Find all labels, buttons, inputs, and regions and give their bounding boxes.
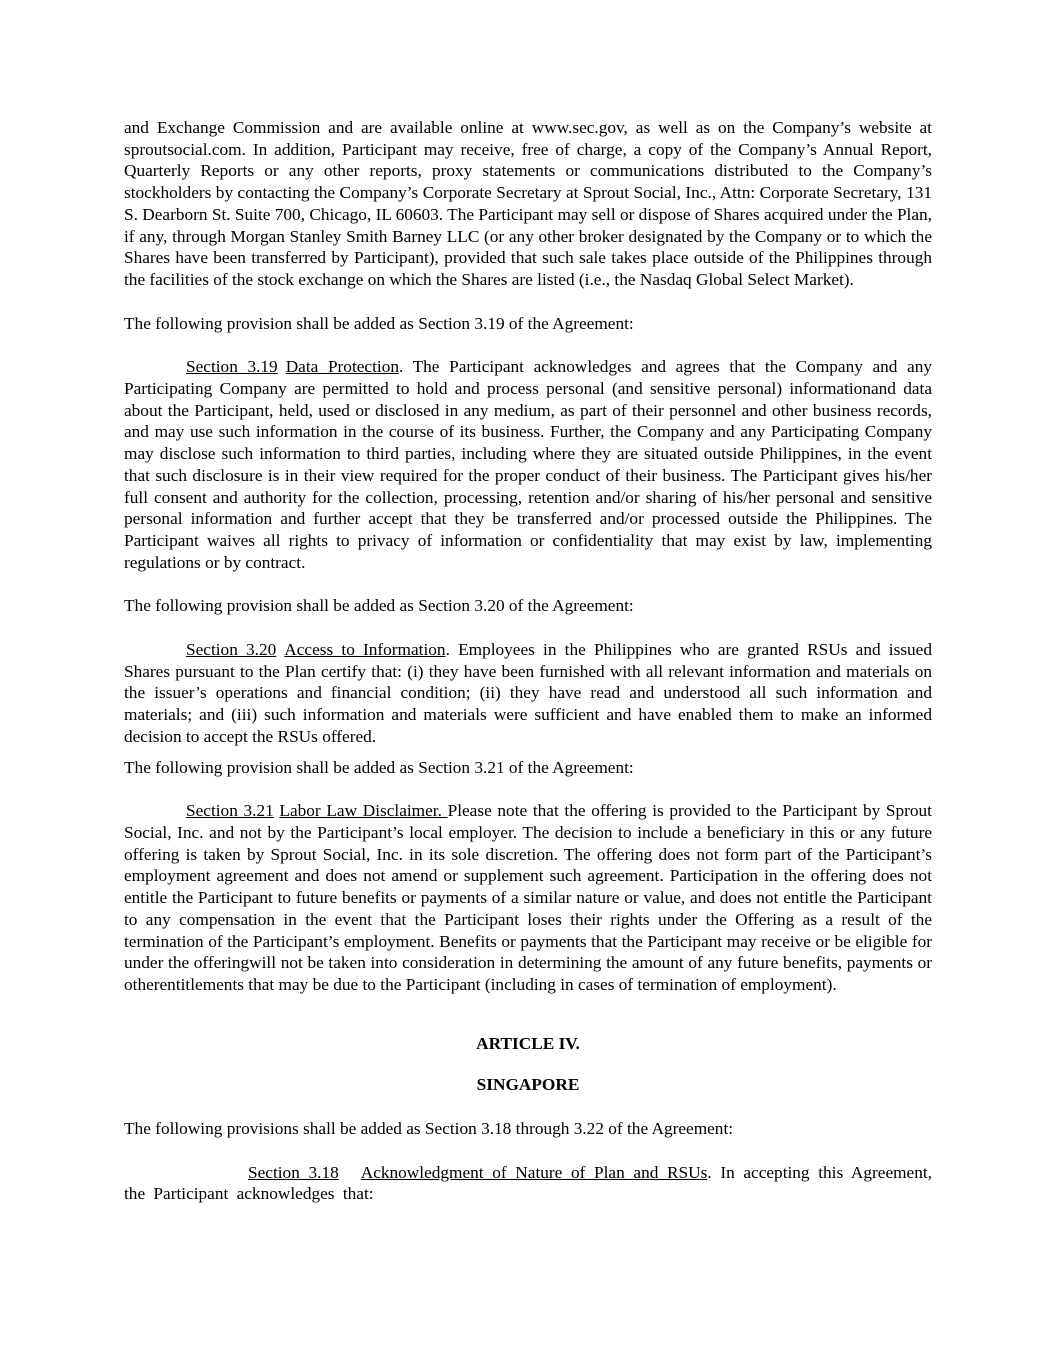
section-3-18-acknowledgment <box>124 1162 932 1205</box>
section-3-18-body: . In accepting this Agreement, the Participant acknowledges that: <box>124 1162 932 1204</box>
section-3-18-title: Acknowledgment of Nature of Plan and RSUs <box>360 1162 708 1182</box>
paragraph-sec-filings: and Exchange Commission and are available online at www.sec.gov, as well as on the Company’s website at sproutsocial.com. In addition, Participant may receive, free of charge, a copy of the Company’s Annual Report, Quarterly Reports or any other reports, proxy statements or communications distributed to the Company’s stockholders by contacting the Company’s Corporate Secretary at Sprout Social, Inc., Attn: Corporate Secretary, 131 S. Dearborn St. Suite 700, Chicago, IL 60603. The Participant may sell or dispose of Shares acquired under the Plan, if any, through Morgan Stanley Smith Barney LLC (or any other broker designated by the Company or to which the Shares have been transferred by Participant), provided that such sale takes place outside of the Philippines through the facilities of the stock exchange on which the Shares are listed (i.e., the Nasdaq Global Select Market). <box>124 118 932 289</box>
section-3-20-body: . Employees in the Philippines who are granted RSUs and issued Shares pursuant to the Plan certify that: (i) they have been furnished with all relevant information and materials on the issuer’s operations and financial condition; (ii) they have read and understood all such information and materials; and (iii) such information and materials were sufficient and have enabled them to make an informed decision to accept the RSUs offered. <box>124 640 932 746</box>
intro-sections-3-18-to-3-22: The following provisions shall be added as Section 3.18 through 3.22 of the Agreement: <box>124 1119 734 1139</box>
section-3-19-body: . The Participant acknowledges and agrees that the Company and any Participating Company are permitted to hold and process personal (and sensitive personal) informationand data about the Participant, held, used or disclosed in any medium, as part of their personnel and other business records, and may use such information in the course of its business. Further, the Company and any Participating Company may disclose such information to third parties, including where they are situated outside Philippines, in the event that such disclosure is in their view required for the proper conduct of their business. The Participant gives his/her full consent and authority for the collection, processing, retention and/or sharing of his/her personal and sensitive personal information and further accept that they be transferred and/or processed outside the Philippines. The Participant waives all rights to privacy of information or confidentiality that may exist by law, implementing regulations or by contract. <box>124 357 932 572</box>
intro-section-3-19: The following provision shall be added as Section 3.19 of the Agreement: <box>124 313 634 333</box>
intro-section-3-21: The following provision shall be added as Section 3.21 of the Agreement: <box>124 757 634 777</box>
section-3-21-body: Please note that the offering is provided to the Participant by Sprout Social, Inc. and not by the Participant’s local employer. The decision to include a beneficiary in this or any future offering is taken by Sprout Social, Inc. in its sole discretion. The offering does not form part of the Participant’s employment agreement and does not amend or supplement such agreement. Participation in the offering does not entitle the Participant to future benefits or payments of a similar nature or value, and does not entitle the Participant to any compensation in the event that the Participant loses their rights under the Offering as a result of the termination of the Participant’s employment. Benefits or payments that the Participant may receive or be eligible for under the offeringwill not be taken into consideration in determining the amount of any future benefits, payments or otherentitlements that may be due to the Participant (including in cases of termination of employment). <box>124 801 932 994</box>
section-3-18-number: Section 3.18 <box>248 1162 339 1182</box>
section-3-19-number: Section 3.19 <box>186 357 278 377</box>
section-3-21-labor-law-disclaimer <box>124 800 932 995</box>
section-3-19-title: Data Protection <box>285 357 399 377</box>
section-3-21-number: Section 3.21 <box>186 801 274 821</box>
document-page <box>124 117 932 1205</box>
section-3-19-data-protection <box>124 356 932 573</box>
article-heading: ARTICLE IV. <box>476 1033 580 1053</box>
section-3-21-title: Labor Law Disclaimer. <box>279 801 448 821</box>
section-3-20-number: Section 3.20 <box>186 640 277 660</box>
section-3-20-title: Access to Information <box>284 640 446 660</box>
intro-section-3-20: The following provision shall be added as Section 3.20 of the Agreement: <box>124 596 634 616</box>
country-heading: SINGAPORE <box>476 1075 580 1095</box>
section-3-20-access-to-information <box>124 639 932 748</box>
